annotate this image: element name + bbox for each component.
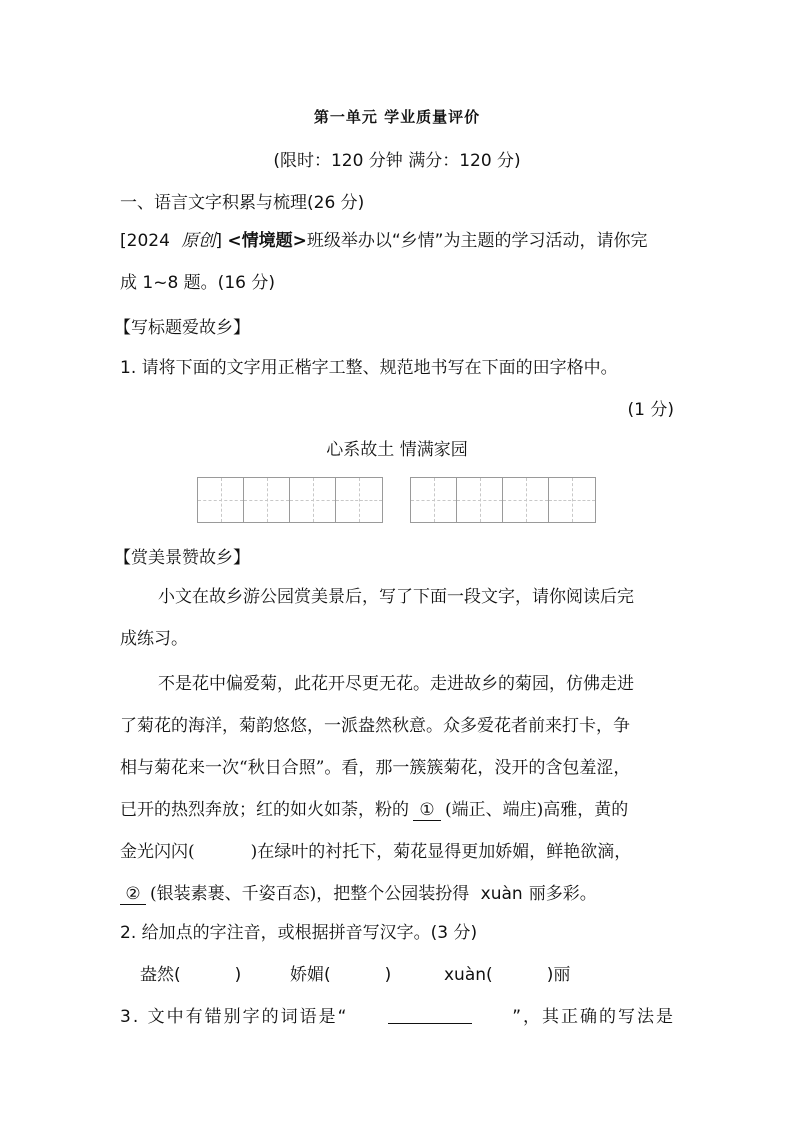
- tianzi-cell[interactable]: [198, 478, 244, 522]
- tag-original: 原创: [181, 231, 216, 251]
- page-title: 第一单元 学业质量评价: [313, 108, 481, 126]
- q3-line: [120, 1005, 675, 1029]
- scenario-tag: <情境题>: [227, 231, 307, 251]
- tianzi-cell[interactable]: [411, 478, 457, 522]
- part1-heading: 【写标题爱故乡】: [114, 318, 250, 338]
- tianzi-cell[interactable]: [549, 478, 595, 522]
- passage-intro-line2: 成练习。: [120, 629, 188, 649]
- q2-text: 2. 给加点的字注音，或根据拼音写汉字。(3 分): [120, 923, 478, 943]
- q3-text-start: 3. 文中有错别字的词语是“: [120, 1007, 349, 1027]
- part2-heading: 【赏美景赞故乡】: [114, 548, 250, 568]
- tianzi-grid-left[interactable]: [197, 477, 383, 523]
- passage-line3: 相与菊花来一次“秋日合照”。看，那一簇簇菊花，没开的含包羞涩，: [120, 758, 631, 778]
- passage-line6-start: (银装素裹、千姿百态)，把整个公园装扮得: [150, 884, 470, 904]
- passage-line4-start: 已开的热烈奔放；红的如火如荼，粉的: [120, 800, 409, 820]
- passage-line4: [120, 795, 628, 821]
- tianzi-cell[interactable]: [457, 478, 503, 522]
- passage-line2-text: 了菊花的海洋，菊韵悠悠，一派盎然秋意。众多爱花者前来打卡，争: [120, 716, 630, 736]
- tianzi-grid-right[interactable]: [410, 477, 596, 523]
- tianzi-cell[interactable]: [503, 478, 549, 522]
- tianzi-cell[interactable]: [290, 478, 336, 522]
- tianzi-cell[interactable]: [244, 478, 290, 522]
- passage-line6: [120, 879, 597, 905]
- intro-line2: 成 1~8 题。(16 分): [120, 273, 275, 293]
- q2-item-3[interactable]: xuàn( )丽: [444, 965, 571, 985]
- blank-2[interactable]: ②: [120, 884, 146, 905]
- passage-intro-line1: 小文在故乡游公园赏美景后，写了下面一段文字，请你阅读后完: [158, 587, 634, 607]
- passage-line5: [120, 837, 631, 862]
- q1-score: (1 分): [627, 400, 674, 420]
- time-score-info: (限时：120 分钟 满分：120 分): [273, 151, 521, 171]
- section1-heading: 一、语言文字积累与梳理(26 分): [120, 193, 365, 213]
- intro-rest: 班级举办以“乡情”为主题的学习活动，请你完: [306, 231, 648, 251]
- tianzi-cell[interactable]: [336, 478, 382, 522]
- pinyin-xuan: xuàn: [480, 884, 523, 904]
- passage-line6-end: 丽多彩。: [528, 884, 597, 904]
- tag-close: ]: [215, 231, 222, 251]
- q2-item-2[interactable]: 娇媚( ): [290, 965, 392, 985]
- q3-text-end: ”，其正确的写法是: [512, 1007, 675, 1027]
- passage-line4-end: (端正、端庄)高雅，黄的: [445, 800, 629, 820]
- blank-1[interactable]: ①: [413, 800, 441, 821]
- passage-line5-start: 金光闪闪(: [120, 842, 195, 862]
- q3-answer-blank[interactable]: [388, 1005, 472, 1024]
- q1-text: 1. 请将下面的文字用正楷字工整、规范地书写在下面的田字格中。: [120, 358, 618, 378]
- passage-line5-end: )在绿叶的衬托下，菊花显得更加娇媚，鲜艳欲滴，: [250, 842, 632, 862]
- q1-phrase: 心系故土 情满家园: [326, 440, 468, 460]
- tag-year: [2024: [120, 231, 170, 251]
- q2-item-1[interactable]: 盎然( ): [140, 965, 242, 985]
- passage-line1: 不是花中偏爱菊，此花开尽更无花。走进故乡的菊园，仿佛走进: [158, 674, 634, 694]
- passage-line2: [120, 711, 630, 736]
- intro-line1: [120, 229, 647, 253]
